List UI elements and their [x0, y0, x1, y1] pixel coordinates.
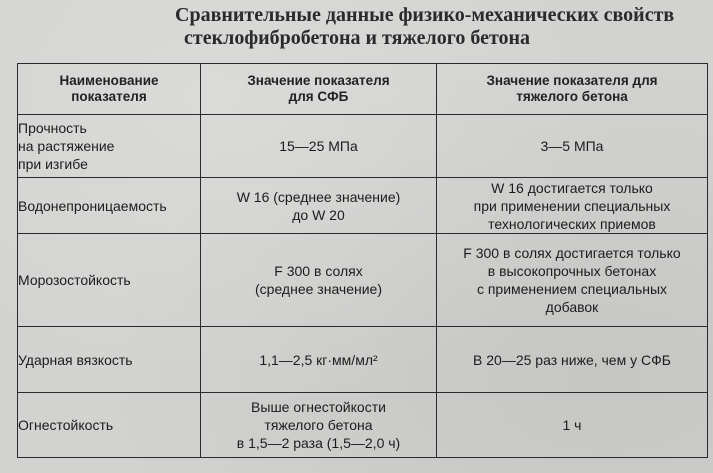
cell-text: 1,1—2,5 кг·мм/мл²	[259, 351, 378, 368]
document-title	[150, 4, 690, 50]
cell-text: 1 ч	[562, 417, 582, 433]
cell-text: до W 20	[292, 206, 345, 223]
heavy-value-cell	[437, 115, 708, 178]
parameter-name-cell	[18, 234, 201, 327]
cell-text: F 300 в солях достигается только	[463, 245, 681, 261]
sfb-value-cell	[201, 178, 437, 234]
cell-text: W 16 достигается только	[491, 179, 653, 196]
cell-text: при применении специальных	[473, 197, 671, 214]
table-row	[18, 327, 708, 393]
parameter-name-cell	[18, 393, 201, 458]
cell-text: W 16 (среднее значение)	[236, 188, 401, 205]
cell-text: на растяжение	[18, 138, 115, 154]
header-text: показателя	[71, 89, 147, 104]
cell-text: Прочность	[18, 120, 87, 136]
parameter-name-cell	[18, 178, 201, 234]
header-text: тяжелого бетона	[516, 89, 628, 104]
sfb-value-cell	[201, 234, 437, 327]
header-heavy-concrete-value	[437, 64, 708, 115]
sfb-value-cell	[201, 327, 437, 393]
cell-text: Выше огнестойкости	[251, 399, 386, 415]
cell-text: тяжелого бетона	[264, 417, 373, 433]
cell-text: (среднее значение)	[255, 281, 382, 297]
header-parameter-name	[18, 64, 201, 115]
parameter-name-cell	[18, 115, 201, 178]
cell-text: 3—5 МПа	[540, 138, 604, 154]
cell-text: в высокопрочных бетонах	[487, 263, 657, 279]
cell-text: Огнестойкость	[18, 417, 114, 433]
table-header-row	[18, 64, 708, 115]
cell-text: 15—25 МПа	[279, 138, 358, 154]
parameter-name-cell	[18, 327, 201, 393]
header-sfb-value	[201, 64, 437, 115]
header-text: Наименование	[59, 73, 159, 88]
cell-text: технологических приемов	[488, 215, 656, 232]
table-row	[18, 234, 708, 327]
table-row	[18, 115, 708, 178]
heavy-value-cell	[437, 393, 708, 458]
cell-text: с применением специальных	[476, 281, 668, 297]
heavy-value-cell	[437, 178, 708, 234]
heavy-value-cell	[437, 327, 708, 393]
header-text: Значение показателя	[247, 73, 390, 88]
cell-text: F 300 в солях	[274, 263, 363, 279]
cell-text: В 20—25 раз ниже, чем у СФБ	[473, 351, 671, 368]
cell-text: Морозостойкость	[18, 272, 131, 288]
cell-text: Ударная вязкость	[18, 351, 133, 368]
cell-text: в 1,5—2 раза (1,5—2,0 ч)	[236, 435, 401, 451]
cell-text: добавок	[545, 299, 599, 315]
title-line-2: стеклофибробетона и тяжелого бетона	[184, 27, 531, 49]
header-text: Значение показателя для	[486, 73, 658, 88]
header-text: для СФБ	[288, 89, 349, 104]
sfb-value-cell	[201, 115, 437, 178]
comparison-table	[17, 63, 708, 458]
sfb-value-cell	[201, 393, 437, 458]
cell-text: при изгибе	[18, 156, 88, 172]
cell-text: Водонепроницаемость	[18, 197, 167, 214]
title-line-1: Сравнительные данные физико-механических свойств	[175, 4, 675, 26]
heavy-value-cell	[437, 234, 708, 327]
table-row	[18, 178, 708, 234]
table-row	[18, 393, 708, 458]
